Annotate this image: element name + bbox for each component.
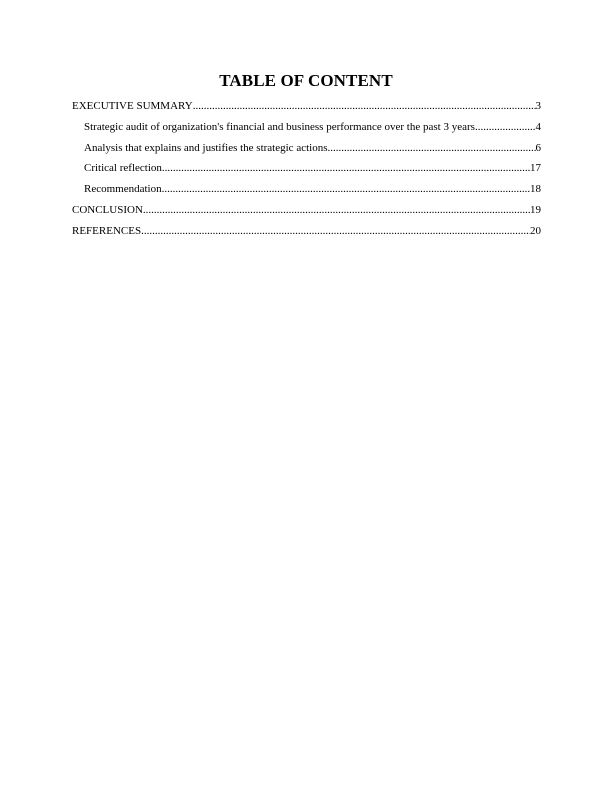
toc-dot-leader — [162, 161, 530, 175]
toc-entry-label: EXECUTIVE SUMMARY — [72, 100, 193, 112]
toc-dot-leader — [327, 141, 535, 155]
toc-page-number: 3 — [535, 100, 541, 112]
toc-page-number: 4 — [535, 120, 541, 133]
toc-entry-critical-reflection[interactable] — [72, 161, 541, 182]
toc-page-number: 19 — [530, 203, 541, 216]
toc-entry-label: Critical reflection — [84, 162, 162, 175]
toc-entry-label: CONCLUSION — [72, 203, 143, 216]
toc-entry-recommendation[interactable] — [72, 182, 541, 203]
toc-entry-strategic-audit[interactable] — [72, 120, 541, 141]
toc-entry-label: REFERENCES — [72, 224, 142, 237]
toc-entry-conclusion[interactable] — [72, 203, 541, 224]
toc-entry-analysis-strategic-actions[interactable] — [72, 141, 541, 162]
toc-dot-leader — [143, 203, 530, 217]
toc-dot-leader — [162, 182, 530, 196]
toc-entry-label: Analysis that explains and justifies the strategic actions — [84, 141, 328, 154]
toc-page-number: 18 — [530, 183, 541, 196]
toc-page-number: 20 — [530, 224, 541, 237]
toc-list — [72, 99, 541, 245]
toc-dot-leader — [475, 120, 536, 134]
toc-dot-leader — [193, 99, 536, 113]
toc-page-number: 17 — [530, 162, 541, 175]
toc-entry-label: Strategic audit of organization's financial and business performance over the past 3 years — [84, 120, 475, 133]
toc-title: TABLE OF CONTENT — [219, 71, 393, 90]
toc-dot-leader — [141, 224, 530, 238]
toc-entry-references[interactable] — [72, 224, 541, 245]
toc-entry-executive-summary[interactable] — [72, 99, 541, 120]
toc-page-number: 6 — [535, 141, 541, 154]
toc-entry-label: Recommendation — [84, 183, 162, 196]
